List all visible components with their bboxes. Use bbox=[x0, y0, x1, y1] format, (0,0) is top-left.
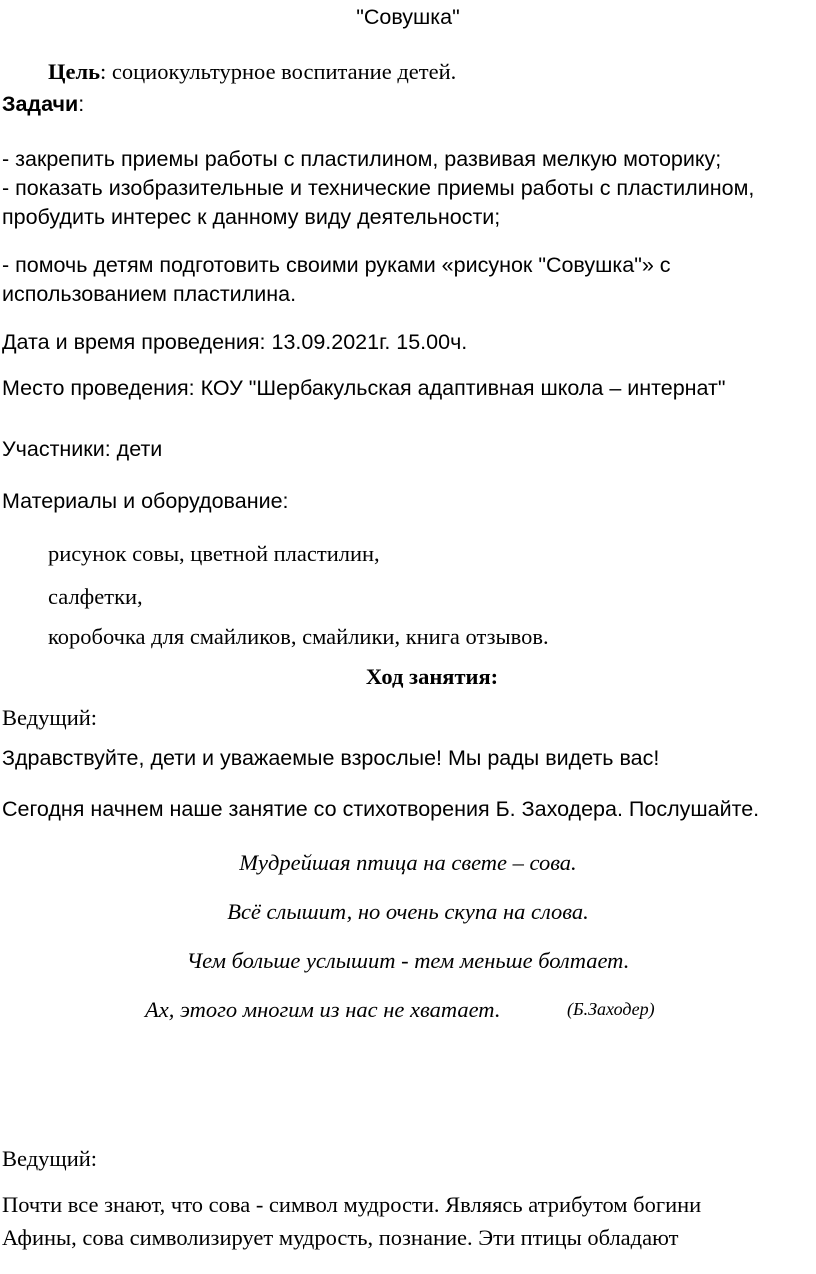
goal-label: Цель bbox=[48, 59, 101, 84]
participants: Участники: дети bbox=[2, 437, 163, 461]
task-item: - закрепить приемы работы с пластилином, развивая мелкую моторику; bbox=[2, 147, 722, 171]
tasks-label: Задачи bbox=[2, 92, 79, 116]
material-item: рисунок совы, цветной пластилин, bbox=[48, 541, 380, 566]
poem-line: Ах, этого многим из нас не хватает. bbox=[145, 997, 501, 1022]
poem-line: Мудрейшая птица на свете – сова. bbox=[239, 850, 577, 875]
poem-line: Всё слышит, но очень скупа на слова. bbox=[227, 899, 589, 924]
goal-line bbox=[48, 58, 456, 85]
materials-label: Материалы и оборудование: bbox=[2, 489, 289, 513]
closing-line: Почти все знают, что сова - символ мудрости. Являясь атрибутом богини bbox=[2, 1192, 702, 1217]
lesson-heading: Ход занятия: bbox=[365, 664, 499, 689]
host-label: Ведущий: bbox=[2, 1146, 98, 1171]
host-label: Ведущий: bbox=[2, 705, 98, 730]
document-title: "Совушка" bbox=[356, 5, 460, 29]
task-item: пробудить интерес к данному виду деятельности; bbox=[2, 205, 501, 229]
task-item: использованием пластилина. bbox=[2, 282, 297, 306]
poem-line: Чем больше услышит - тем меньше болтает. bbox=[186, 948, 630, 973]
material-item: салфетки, bbox=[48, 584, 143, 609]
material-item: коробочка для смайликов, смайлики, книга отзывов. bbox=[48, 624, 549, 649]
place: Место проведения: КОУ "Шербакульская адаптивная школа – интернат" bbox=[2, 376, 726, 400]
task-item: - помочь детям подготовить своими руками «рисунок "Совушка"» с bbox=[2, 253, 671, 277]
greeting: Здравствуйте, дети и уважаемые взрослые! Мы рады видеть вас! bbox=[2, 746, 660, 770]
goal-text: : социокультурное воспитание детей. bbox=[100, 59, 457, 84]
closing-line: Афины, сова символизирует мудрость, познание. Эти птицы обладают bbox=[2, 1225, 679, 1250]
tasks-colon: : bbox=[78, 92, 85, 116]
tasks-heading bbox=[2, 92, 84, 118]
date-time: Дата и время проведения: 13.09.2021г. 15.00ч. bbox=[2, 330, 468, 354]
task-item: - показать изобразительные и технические приемы работы с пластилином, bbox=[2, 176, 755, 200]
poem-author: (Б.Заходер) bbox=[567, 999, 655, 1019]
intro: Сегодня начнем наше занятие со стихотворения Б. Заходера. Послушайте. bbox=[2, 797, 760, 821]
